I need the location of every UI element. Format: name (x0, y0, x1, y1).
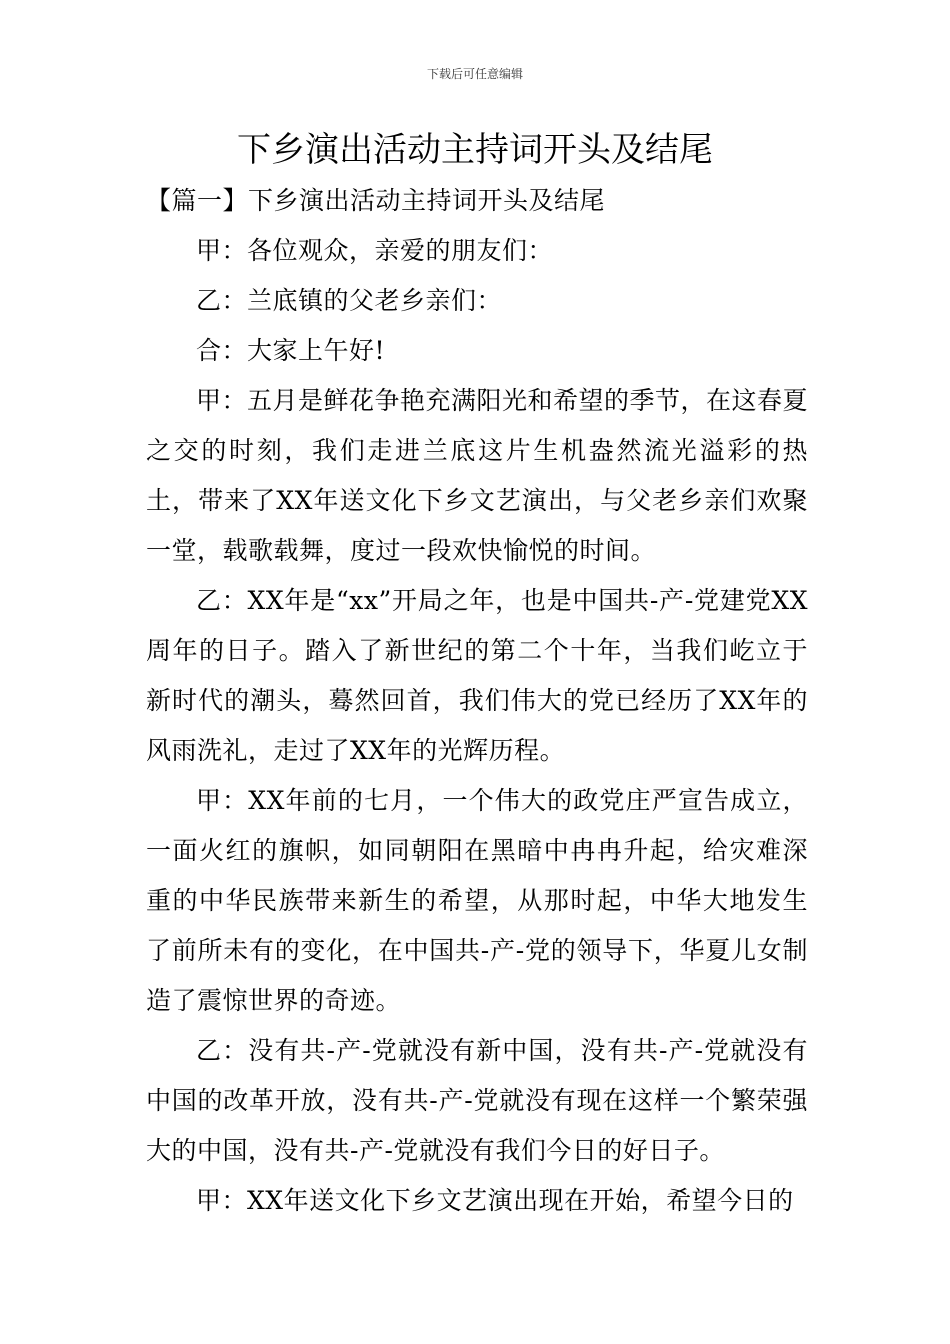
paragraph: 甲：各位观众，亲爱的朋友们： (196, 236, 554, 265)
paragraph: 甲：五月是鲜花争艳充满阳光和希望的季节，在这春夏之交的时刻，我们走进兰底这片生机盎然流光溢彩的热土，带来了XX年送文化下乡文艺演出，与父老乡亲们欢聚一堂，载歌载舞，度过一段欢快愉悦的时间。 (146, 386, 809, 565)
paragraph: 合：大家上午好! (196, 336, 386, 365)
header-note: 下载后可任意编辑 (426, 67, 523, 81)
paragraph: 乙：XX年是“xx”开局之年，也是中国共-产-党建党XX周年的日子。踏入了新世纪的第二个十年，当我们屹立于新时代的潮头，蓦然回首，我们伟大的党已经历了XX年的风雨洗礼，走过了XX年的光辉历程。 (146, 586, 808, 765)
paragraph: 乙：兰底镇的父老乡亲们： (196, 286, 503, 315)
document-title: 下乡演出活动主持词开头及结尾 (237, 130, 713, 170)
paragraph: 乙：没有共-产-党就没有新中国，没有共-产-党就没有中国的改革开放，没有共-产-党就没有现在这样一个繁荣强大的中国，没有共-产-党就没有我们今日的好日子。 (146, 1036, 808, 1165)
section-heading: 【篇一】下乡演出活动主持词开头及结尾 (146, 186, 606, 215)
paragraph: 甲：XX年送文化下乡文艺演出现在开始，希望今日的 (196, 1186, 794, 1215)
document-body (146, 176, 808, 1226)
paragraph: 甲：XX年前的七月，一个伟大的政党庄严宣告成立，一面火红的旗帜，如同朝阳在黑暗中冉冉升起，给灾难深重的中华民族带来新生的希望，从那时起，中华大地发生了前所未有的变化，在中国共-产-党的领导下，华夏儿女制造了震惊世界的奇迹。 (146, 786, 808, 1015)
